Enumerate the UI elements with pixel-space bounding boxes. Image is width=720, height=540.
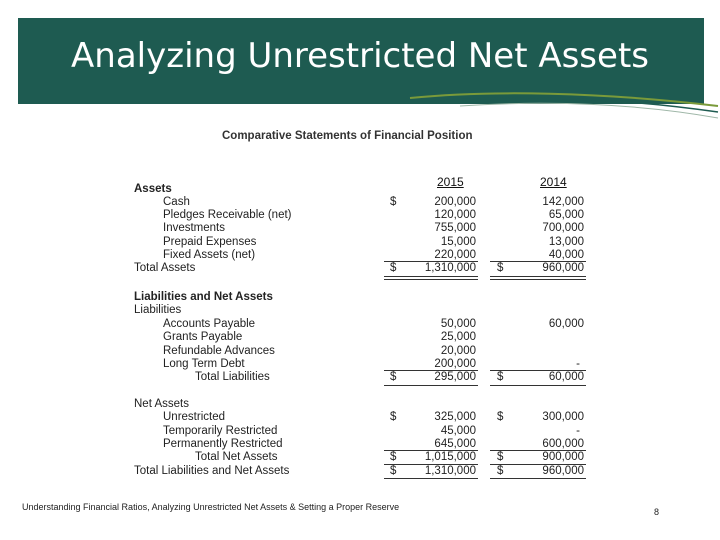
table-row bbox=[0, 222, 720, 236]
value-2014: 60,000 bbox=[548, 318, 584, 330]
value-2014: 142,000 bbox=[542, 196, 584, 208]
decorative-swoosh bbox=[400, 84, 720, 124]
value-2015: 15,000 bbox=[440, 236, 476, 248]
value-2015: 120,000 bbox=[434, 209, 476, 221]
value-2015: 295,000 bbox=[434, 371, 476, 383]
row-label: Grants Payable bbox=[163, 331, 243, 343]
heading-liabilities-net-assets: Liabilities and Net Assets bbox=[134, 291, 273, 303]
table-row bbox=[0, 331, 720, 345]
value-2015: 20,000 bbox=[440, 345, 476, 357]
slide-title: Analyzing Unrestricted Net Assets bbox=[71, 36, 649, 76]
currency-sign: $ bbox=[390, 465, 397, 477]
heading-net-assets: Net Assets bbox=[134, 398, 189, 410]
table-row bbox=[0, 465, 720, 479]
row-label: Investments bbox=[163, 222, 225, 234]
currency-sign: $ bbox=[390, 411, 397, 423]
row-label: Refundable Advances bbox=[163, 345, 275, 357]
row-label: Total Net Assets bbox=[195, 451, 278, 463]
row-label: Fixed Assets (net) bbox=[163, 249, 256, 261]
total-rule bbox=[490, 276, 586, 277]
value-2015: 1,310,000 bbox=[424, 465, 476, 477]
page-number: 8 bbox=[654, 507, 660, 517]
value-2015: 45,000 bbox=[440, 425, 476, 437]
currency-sign: $ bbox=[497, 411, 504, 423]
heading-assets: Assets bbox=[134, 183, 172, 195]
total-rule bbox=[384, 478, 478, 479]
value-2014: 40,000 bbox=[548, 249, 584, 261]
value-2014: - bbox=[576, 358, 580, 370]
table-row bbox=[0, 438, 720, 452]
year-header-2014: 2014 bbox=[540, 175, 567, 189]
value-2014: 60,000 bbox=[548, 371, 584, 383]
total-rule bbox=[384, 276, 478, 277]
value-2014: 960,000 bbox=[542, 262, 584, 274]
table-row bbox=[0, 318, 720, 332]
subtotal-rule bbox=[490, 385, 586, 386]
row-label: Long Term Debt bbox=[163, 358, 245, 370]
row-label: Pledges Receivable (net) bbox=[163, 209, 292, 221]
currency-sign: $ bbox=[497, 262, 504, 274]
heading-liabilities: Liabilities bbox=[134, 304, 182, 316]
row-label: Accounts Payable bbox=[163, 318, 256, 330]
table-row bbox=[0, 451, 720, 465]
value-2015: 200,000 bbox=[434, 358, 476, 370]
value-2015: 200,000 bbox=[434, 196, 476, 208]
table-row bbox=[0, 345, 720, 359]
table-row bbox=[0, 411, 720, 425]
value-2014: 65,000 bbox=[548, 209, 584, 221]
currency-sign: $ bbox=[390, 371, 397, 383]
value-2015: 1,015,000 bbox=[424, 451, 476, 463]
section-liabilities-net-assets bbox=[0, 291, 720, 305]
table-row bbox=[0, 196, 720, 210]
value-2014: 13,000 bbox=[548, 236, 584, 248]
row-label: Temporarily Restricted bbox=[163, 425, 278, 437]
value-2014: 900,000 bbox=[542, 451, 584, 463]
value-2014: 700,000 bbox=[542, 222, 584, 234]
value-2015: 755,000 bbox=[434, 222, 476, 234]
row-label: Total Liabilities bbox=[195, 371, 270, 383]
value-2014: 300,000 bbox=[542, 411, 584, 423]
table-row bbox=[0, 425, 720, 439]
value-2014: 960,000 bbox=[542, 465, 584, 477]
row-label: Cash bbox=[163, 196, 190, 208]
total-rule bbox=[384, 279, 478, 280]
value-2014: - bbox=[576, 425, 580, 437]
currency-sign: $ bbox=[390, 196, 397, 208]
currency-sign: $ bbox=[497, 465, 504, 477]
value-2015: 645,000 bbox=[434, 438, 476, 450]
statement-title: Comparative Statements of Financial Position bbox=[222, 130, 473, 142]
total-rule bbox=[490, 478, 586, 479]
row-label: Total Assets bbox=[134, 262, 196, 274]
value-2015: 220,000 bbox=[434, 249, 476, 261]
row-label: Total Liabilities and Net Assets bbox=[134, 465, 290, 477]
value-2015: 50,000 bbox=[440, 318, 476, 330]
table-row bbox=[0, 236, 720, 250]
value-2015: 325,000 bbox=[434, 411, 476, 423]
subtotal-rule bbox=[384, 385, 478, 386]
currency-sign: $ bbox=[390, 451, 397, 463]
footer-text: Understanding Financial Ratios, Analyzing Unrestricted Net Assets & Setting a Proper Reserve bbox=[22, 502, 400, 512]
value-2015: 25,000 bbox=[440, 331, 476, 343]
value-2015: 1,310,000 bbox=[424, 262, 476, 274]
currency-sign: $ bbox=[390, 262, 397, 274]
table-row bbox=[0, 209, 720, 223]
row-label: Unrestricted bbox=[163, 411, 225, 423]
row-label: Permanently Restricted bbox=[163, 438, 283, 450]
section-liabilities bbox=[0, 304, 720, 318]
currency-sign: $ bbox=[497, 371, 504, 383]
year-header-2015: 2015 bbox=[437, 175, 464, 189]
table-row bbox=[0, 358, 720, 372]
table-row bbox=[0, 249, 720, 263]
section-net-assets bbox=[0, 398, 720, 412]
total-rule bbox=[490, 279, 586, 280]
table-row bbox=[0, 371, 720, 385]
currency-sign: $ bbox=[497, 451, 504, 463]
section-assets bbox=[0, 183, 720, 197]
row-label: Prepaid Expenses bbox=[163, 236, 257, 248]
table-row bbox=[0, 262, 720, 276]
value-2014: 600,000 bbox=[542, 438, 584, 450]
